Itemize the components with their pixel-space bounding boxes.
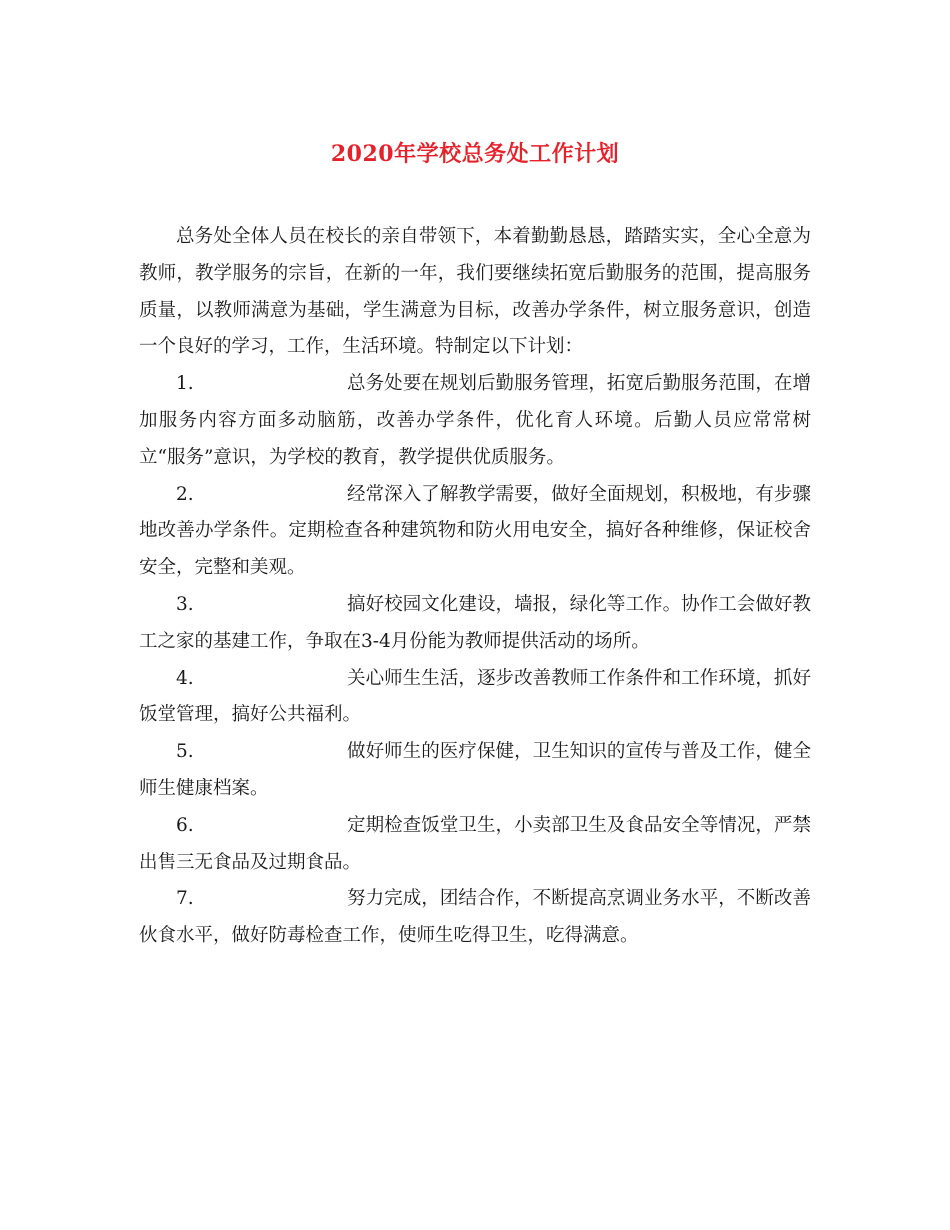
- list-item-number: 2.: [176, 483, 194, 505]
- list-item-number: 7.: [176, 888, 194, 910]
- list-item: [139, 661, 811, 735]
- list-item-text: 关心师生生活，逐步改善教师工作条件和工作环境，抓好饭堂管理，搞好公共福利。: [139, 667, 811, 726]
- list-item-text: 搞好校园文化建设，墙报，绿化等工作。协作工会做好教工之家的基建工作，争取在3-4月份能为教师提供活动的场所。: [139, 593, 811, 652]
- intro-paragraph: 总务处全体人员在校长的亲自带领下，本着勤勤恳恳，踏踏实实，全心全意为教师，教学服务的宗旨，在新的一年，我们要继续拓宽后勤服务的范围，提高服务质量，以教师满意为基础，学生满意为目标，改善办学条件，树立服务意识，创造一个良好的学习，工作，生活环境。特制定以下计划：: [139, 226, 811, 358]
- list-item-number: 3.: [176, 593, 194, 615]
- list-item-text: 努力完成，团结合作，不断提高烹调业务水平，不断改善伙食水平，做好防毒检查工作，使师生吃得卫生，吃得满意。: [139, 888, 811, 947]
- list-item-number: 5.: [176, 741, 194, 763]
- document-body: [139, 219, 811, 955]
- list-item: [139, 587, 811, 661]
- list-item: [139, 881, 811, 955]
- list-item-number: 1.: [176, 373, 194, 395]
- list-item: [139, 808, 811, 882]
- list-item-number: 6.: [176, 814, 194, 836]
- list-item-number: 4.: [176, 667, 194, 689]
- document-title: 2020年学校总务处工作计划: [330, 141, 620, 167]
- list-item-text: 经常深入了解教学需要，做好全面规划，积极地，有步骤地改善办学条件。定期检查各种建筑物和防火用电安全，搞好各种维修，保证校舍安全，完整和美观。: [139, 483, 811, 579]
- list-item: [139, 477, 811, 587]
- list-item: [139, 366, 811, 476]
- list-item-text: 定期检查饭堂卫生，小卖部卫生及食品安全等情况，严禁出售三无食品及过期食品。: [139, 814, 811, 873]
- list-item-text: 做好师生的医疗保健，卫生知识的宣传与普及工作，健全师生健康档案。: [139, 741, 811, 799]
- list-item-text: 总务处要在规划后勤服务管理，拓宽后勤服务范围，在增加服务内容方面多动脑筋，改善办学条件，优化育人环境。后勤人员应常常树立“服务”意识，为学校的教育，教学提供优质服务。: [139, 373, 811, 468]
- list-item: [139, 734, 811, 808]
